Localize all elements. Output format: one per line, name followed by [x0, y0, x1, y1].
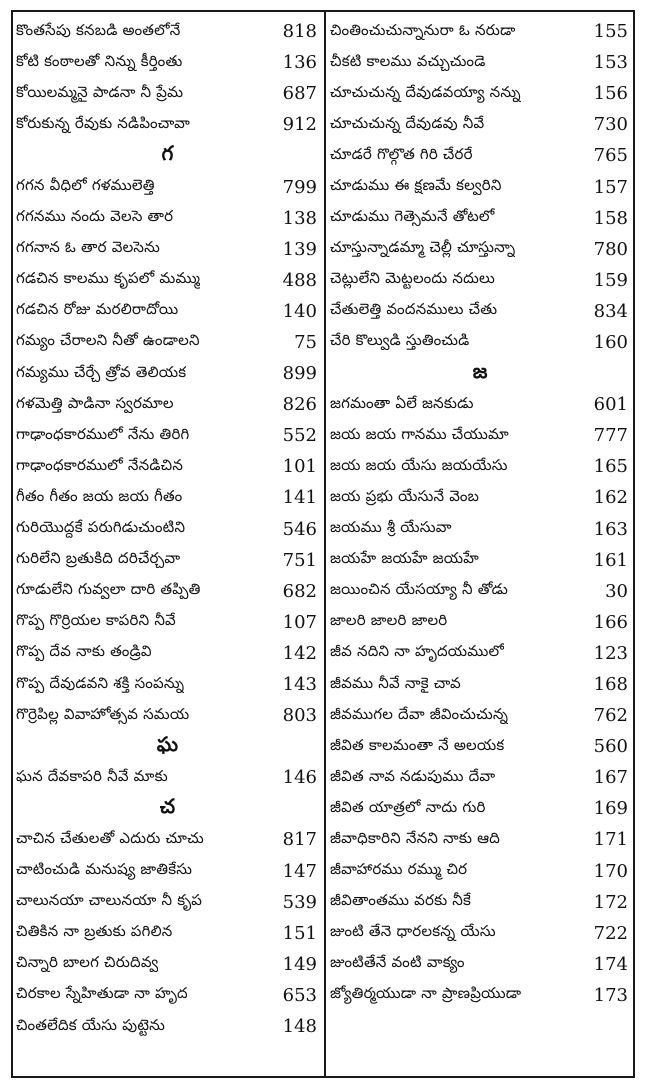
song-title: చితికిన నా బ్రతుకు పగిలిన — [16, 922, 173, 941]
song-number: 159 — [593, 269, 628, 291]
song-title: జయ జయ యేసు జయయేసు — [330, 455, 508, 474]
song-number: 488 — [282, 269, 317, 291]
index-entry — [16, 389, 319, 420]
song-number: 169 — [593, 798, 628, 820]
song-number: 899 — [282, 363, 317, 385]
section-letter: ఘ — [156, 732, 179, 757]
index-entry — [16, 949, 319, 980]
index-entry — [330, 234, 630, 265]
song-title: జయించిన యేసయ్యా నీ తోడు — [330, 580, 509, 599]
song-title: జుంటితేనే వంటి వాక్యం — [330, 953, 465, 972]
song-number: 147 — [282, 860, 317, 882]
index-entry — [16, 203, 319, 234]
song-title: జ్యోతిర్మయుడా నా ప్రాణప్రియుడా — [330, 984, 522, 1003]
song-number: 168 — [593, 674, 628, 696]
song-title: గగనాన ఓ తార వెలసెను — [16, 238, 161, 257]
index-entry — [16, 576, 319, 607]
song-title: గళమెత్తి పాడినా స్వరమాల — [16, 393, 174, 412]
index-entry — [330, 607, 630, 638]
song-title: గాఢాంధకారములో నేను తిరిగి — [16, 424, 190, 443]
index-entry — [330, 451, 630, 482]
song-title: గడచిన కాలము కృపలో మమ్ము — [16, 269, 201, 288]
song-number: 799 — [282, 176, 317, 198]
index-entry — [330, 887, 630, 918]
right-column — [330, 16, 630, 1011]
song-title: గొప్ప దేవ నాకు తండ్రివి — [16, 642, 152, 661]
song-title: కోటి కంఠాలతో నిన్ను కీర్తింతు — [16, 51, 183, 70]
song-title: జుంటి తేనె ధారలకన్న యేసు — [330, 922, 496, 941]
song-number: 142 — [282, 642, 317, 664]
left-column — [16, 16, 319, 1042]
song-number: 751 — [282, 549, 317, 571]
song-title: గూడులేని గువ్వలా దారి తప్పితి — [16, 580, 201, 599]
index-entry — [330, 793, 630, 824]
index-entry — [330, 949, 630, 980]
song-title: చాలునయా చాలునయా నీ కృప — [16, 891, 203, 910]
song-title: చెట్లులేని మెట్టలందు నదులు — [330, 269, 496, 288]
index-entry — [16, 918, 319, 949]
song-number: 777 — [593, 425, 628, 447]
song-number: 546 — [282, 518, 317, 540]
song-number: 653 — [282, 984, 317, 1006]
index-entry — [16, 265, 319, 296]
song-title: గగన వీధిలో గళములెత్తి — [16, 176, 155, 195]
song-number: 30 — [605, 580, 628, 602]
song-number: 140 — [282, 300, 317, 322]
song-title: జయ ప్రభు యేసునే వెంబ — [330, 486, 480, 505]
song-title: చేతులెత్తి వందనములు చేతు — [330, 300, 498, 319]
song-number: 153 — [593, 52, 628, 74]
index-entry — [330, 918, 630, 949]
index-entry — [16, 16, 319, 47]
song-number: 138 — [282, 207, 317, 229]
song-number: 780 — [593, 238, 628, 260]
song-title: జీవిత నావ నడుపుము దేవా — [330, 766, 496, 785]
index-entry — [330, 856, 630, 887]
song-number: 730 — [593, 114, 628, 136]
index-entry — [330, 669, 630, 700]
section-header — [330, 358, 630, 389]
index-entry — [16, 545, 319, 576]
song-title: జయ జయ గానము చేయుమా — [330, 424, 509, 443]
song-title: చీకటి కాలము వచ్చుచుండె — [330, 51, 486, 70]
index-entry — [16, 762, 319, 793]
section-letter: గ — [161, 141, 174, 166]
index-entry — [16, 420, 319, 451]
song-number: 834 — [593, 300, 628, 322]
song-title: గొప్ప గొర్రియల కాపరిని నీవే — [16, 611, 176, 630]
index-entry — [16, 980, 319, 1011]
song-title: కొంతసేపు కనబడి అంతలోనే — [16, 20, 181, 39]
song-title: కోరుకున్న రేవుకు నడిపించావా — [16, 113, 191, 132]
song-number: 157 — [593, 176, 628, 198]
index-entry — [330, 171, 630, 202]
index-entry — [16, 171, 319, 202]
index-entry — [330, 980, 630, 1011]
song-title: చూచుచున్న దేవుడవు నీవే — [330, 113, 485, 132]
song-title: జయహే జయహే జయహే — [330, 549, 479, 568]
song-number: 817 — [282, 829, 317, 851]
song-title: చేరి కొల్వుడి స్తుతించుడి — [330, 331, 470, 350]
index-entry — [330, 824, 630, 855]
song-title: చింతించుచున్నానురా ఓ నరుడా — [330, 20, 516, 39]
section-header — [16, 731, 319, 762]
index-entry — [330, 16, 630, 47]
song-number: 167 — [593, 767, 628, 789]
index-entry — [330, 47, 630, 78]
song-title: జగమంతా ఏలే జనకుడు — [330, 393, 474, 412]
song-number: 146 — [282, 767, 317, 789]
song-title: జీవాధికారిని నేనని నాకు ఆది — [330, 828, 501, 847]
song-title: గీతం గీతం జయ జయ గీతం — [16, 486, 183, 505]
song-title: చాచిన చేతులతో ఎదురు చూచు — [16, 828, 204, 847]
section-header — [16, 140, 319, 171]
song-number: 687 — [282, 83, 317, 105]
song-number: 682 — [282, 580, 317, 602]
index-entry — [16, 109, 319, 140]
song-title: కోయిలమ్మనై పాడనా నీ ప్రేమ — [16, 82, 184, 101]
index-entry — [16, 358, 319, 389]
song-number: 560 — [593, 736, 628, 758]
song-number: 803 — [282, 705, 317, 727]
index-entry — [330, 638, 630, 669]
song-title: చూచుచున్న దేవుడవయ్యా నన్ను — [330, 82, 521, 101]
section-letter: చ — [159, 794, 176, 819]
song-number: 162 — [593, 487, 628, 509]
song-number: 826 — [282, 394, 317, 416]
index-entry — [330, 140, 630, 171]
index-entry — [16, 234, 319, 265]
index-entry — [330, 762, 630, 793]
song-title: చాటించుడి మనుష్య జాతికేసు — [16, 860, 193, 879]
song-title: గమ్యము చేర్చే త్రోవ తెలియక — [16, 362, 187, 381]
index-entry — [16, 669, 319, 700]
index-entry — [330, 296, 630, 327]
song-number: 160 — [593, 331, 628, 353]
column-divider — [324, 10, 326, 1078]
song-title: గురిలేని బ్రతుకిది దరిచేర్చవా — [16, 549, 181, 568]
song-number: 765 — [593, 145, 628, 167]
song-title: చిన్నారి బాలగ చిరుదివ్వ — [16, 953, 159, 972]
index-entry — [16, 1011, 319, 1042]
index-entry — [330, 327, 630, 358]
song-title: చూడుము గెత్సెమనే తోటలో — [330, 207, 495, 226]
song-title: గొప్ప దేవుడవని శక్తి సంపన్ను — [16, 673, 185, 692]
song-title: జయము శ్రీ యేసువా — [330, 518, 452, 537]
index-entry — [330, 78, 630, 109]
song-title: చూడరే గొల్గొత గిరి చేరరే — [330, 144, 473, 163]
song-number: 163 — [593, 518, 628, 540]
song-number: 165 — [593, 456, 628, 478]
song-number: 139 — [282, 238, 317, 260]
song-number: 173 — [593, 984, 628, 1006]
song-number: 722 — [593, 922, 628, 944]
song-number: 601 — [593, 394, 628, 416]
song-number: 143 — [282, 674, 317, 696]
song-number: 151 — [282, 922, 317, 944]
song-number: 156 — [593, 83, 628, 105]
index-entry — [16, 700, 319, 731]
index-entry — [330, 109, 630, 140]
index-entry — [16, 451, 319, 482]
song-title: గమ్యం చేరాలని నీతో ఉండాలని — [16, 331, 200, 350]
index-entry — [330, 731, 630, 762]
song-number: 174 — [593, 953, 628, 975]
index-entry — [16, 607, 319, 638]
index-entry — [330, 576, 630, 607]
index-entry — [16, 824, 319, 855]
song-title: జాలరి జాలరి జాలరి — [330, 611, 448, 630]
index-entry — [16, 296, 319, 327]
song-title: జీవము నీవే నాకై చావ — [330, 673, 461, 692]
index-entry — [330, 482, 630, 513]
section-header — [16, 793, 319, 824]
section-letter: జ — [472, 359, 488, 384]
song-title: చూస్తున్నాడమ్మా చెల్లీ చూస్తున్నా — [330, 238, 516, 257]
song-number: 166 — [593, 611, 628, 633]
song-title: గాఢాంధకారములో నేనడిచిన — [16, 455, 184, 474]
song-title: జీవముగల దేవా జీవించుచున్న — [330, 704, 509, 723]
song-number: 171 — [593, 829, 628, 851]
song-number: 818 — [282, 21, 317, 43]
song-number: 141 — [282, 487, 317, 509]
song-number: 552 — [282, 425, 317, 447]
index-entry — [16, 482, 319, 513]
index-entry — [330, 265, 630, 296]
index-entry — [330, 545, 630, 576]
song-number: 912 — [282, 114, 317, 136]
song-title: ఘన దేవకాపరి నీవే మాకు — [16, 766, 168, 785]
song-title: గురియొద్దకే పరుగిడుచుంటిని — [16, 518, 186, 537]
song-title: జీవ నదిని నా హృదయములో — [330, 642, 505, 661]
song-title: చిరకాల స్నేహితుడా నా హృద — [16, 984, 188, 1003]
song-number: 170 — [593, 860, 628, 882]
index-entry — [330, 203, 630, 234]
song-number: 155 — [593, 21, 628, 43]
song-number: 161 — [593, 549, 628, 571]
index-entry — [330, 389, 630, 420]
index-entry — [16, 47, 319, 78]
song-title: జీవాహారము రమ్ము చిర — [330, 860, 468, 879]
song-number: 158 — [593, 207, 628, 229]
song-number: 123 — [593, 642, 628, 664]
song-title: గగనము నందు వెలసె తార — [16, 207, 174, 226]
index-entry — [16, 638, 319, 669]
index-entry — [330, 700, 630, 731]
song-title: చూడుము ఈ క్షణమే కల్వరిని — [330, 176, 502, 195]
index-entry — [16, 856, 319, 887]
index-entry — [330, 420, 630, 451]
song-number: 101 — [282, 456, 317, 478]
song-title: చింతలేదిక యేసు పుట్టెను — [16, 1015, 166, 1034]
index-entry — [16, 327, 319, 358]
song-number: 148 — [282, 1016, 317, 1038]
index-entry — [16, 887, 319, 918]
song-number: 75 — [294, 331, 317, 353]
song-number: 107 — [282, 611, 317, 633]
song-title: గడచిన రోజు మరలిరాదోయి — [16, 300, 179, 319]
index-entry — [16, 78, 319, 109]
song-number: 149 — [282, 953, 317, 975]
song-title: జీవిత కాలమంతా నే అలయక — [330, 735, 505, 754]
song-number: 172 — [593, 891, 628, 913]
song-title: గొర్రెపిల్ల వివాహోత్సవ సమయ — [16, 704, 190, 723]
song-number: 539 — [282, 891, 317, 913]
index-entry — [330, 514, 630, 545]
song-title: జీవిత యాత్రలో నాదు గురి — [330, 797, 486, 816]
song-number: 762 — [593, 705, 628, 727]
song-title: జీవితాంతము వరకు నీకే — [330, 891, 472, 910]
song-number: 136 — [282, 52, 317, 74]
index-entry — [16, 514, 319, 545]
